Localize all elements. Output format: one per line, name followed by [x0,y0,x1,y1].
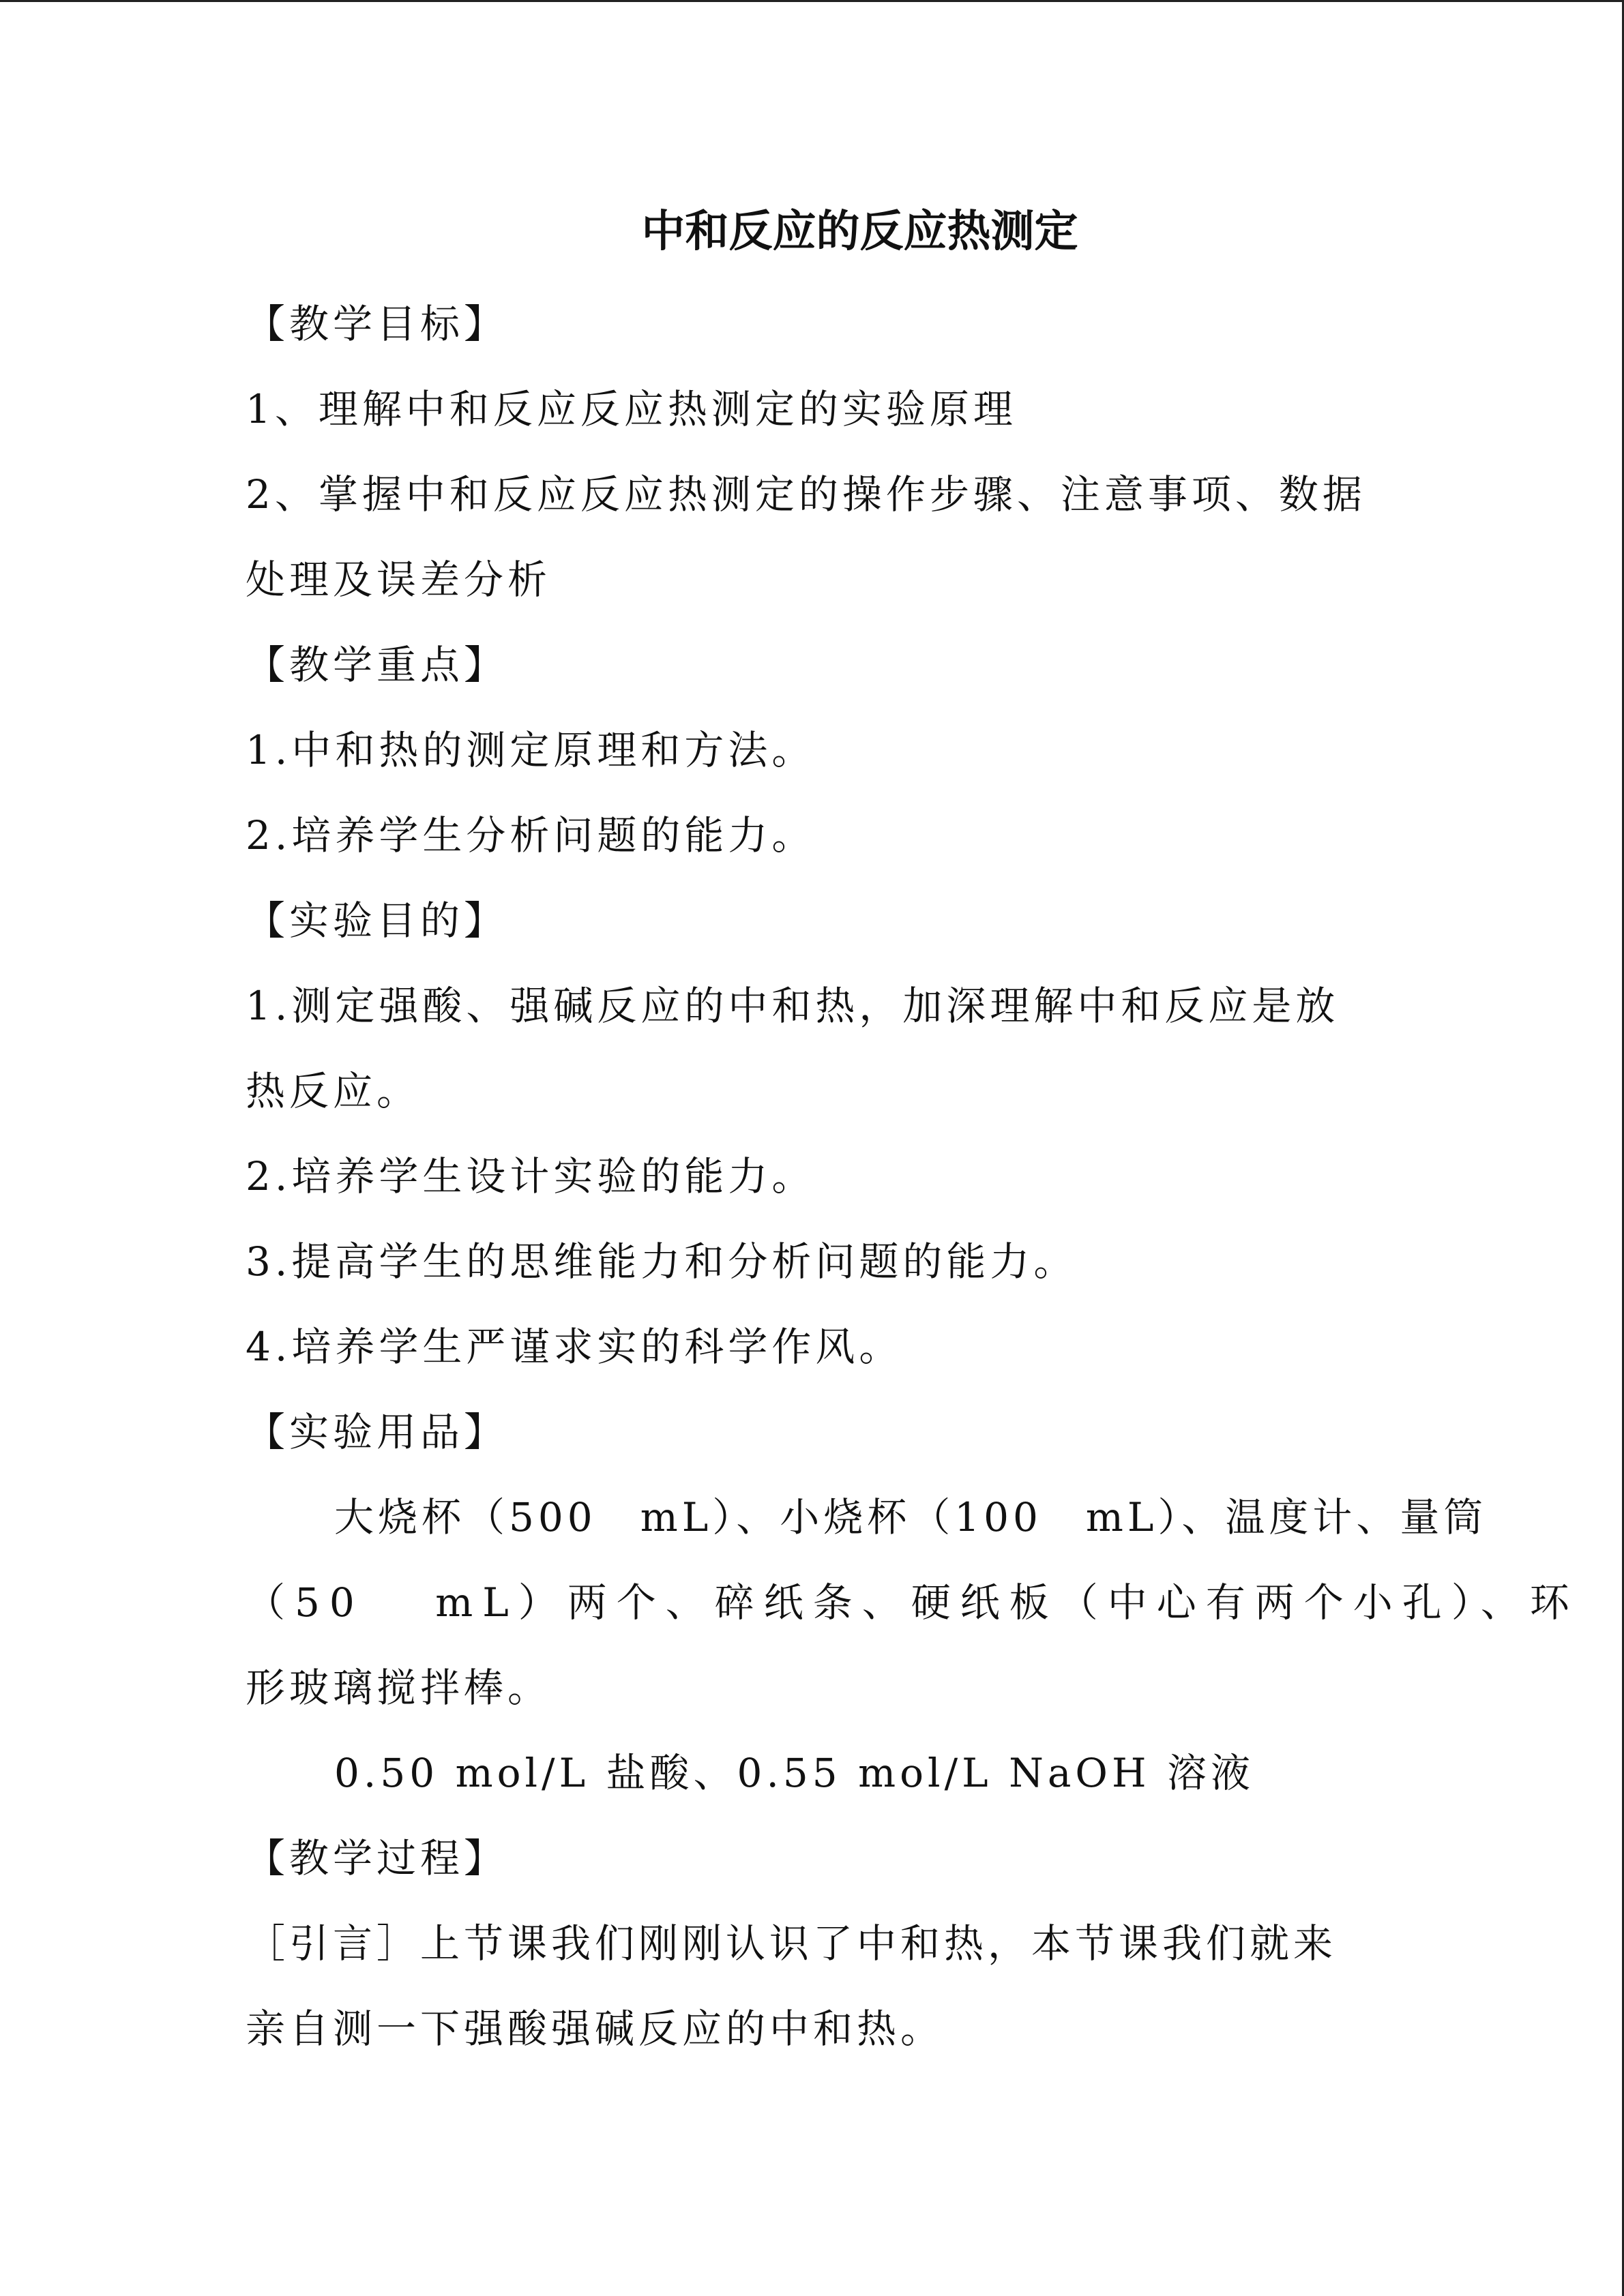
focus-item-1: 1.中和热的测定原理和方法。 [246,727,816,773]
heading-teaching-focus: 【教学重点】 [246,642,508,688]
materials-line-1: 大烧杯（500 mL）、小烧杯（100 mL）、温度计、量筒 [334,1494,1488,1540]
purpose-item-4: 4.培养学生严谨求实的科学作风。 [246,1324,903,1370]
heading-teaching-process: 【教学过程】 [246,1835,508,1881]
focus-item-2: 2.培养学生分析问题的能力。 [246,812,816,859]
materials-line-2: （50 mL）两个、碎纸条、硬纸板（中心有两个小孔）、环 [246,1579,1579,1626]
goal-item-1: 1、理解中和反应反应热测定的实验原理 [246,386,1017,432]
document-title: 中和反应的反应热测定 [641,207,1078,257]
introduction-line-1: ［引言］上节课我们刚刚认识了中和热，本节课我们就来 [246,1920,1338,1967]
heading-experiment-materials: 【实验用品】 [246,1409,508,1455]
purpose-item-1: 1.测定强酸、强碱反应的中和热，加深理解中和反应是放 [246,983,1340,1029]
page-border-top [0,0,1624,2]
purpose-item-3: 3.提高学生的思维能力和分析问题的能力。 [246,1238,1078,1285]
purpose-item-1-continued: 热反应。 [246,1068,421,1114]
materials-reagents: 0.50 mol/L 盐酸、0.55 mol/L NaOH 溶液 [334,1750,1254,1796]
goal-item-2: 2、掌握中和反应反应热测定的操作步骤、注意事项、数据 [246,471,1366,518]
heading-teaching-goals: 【教学目标】 [246,301,508,347]
goal-item-2-continued: 处理及误差分析 [246,556,552,603]
introduction-line-2: 亲自测一下强酸强碱反应的中和热。 [246,2006,945,2052]
materials-line-3: 形玻璃搅拌棒。 [246,1665,552,1711]
purpose-item-2: 2.培养学生设计实验的能力。 [246,1153,816,1199]
heading-experiment-purpose: 【实验目的】 [246,897,508,944]
